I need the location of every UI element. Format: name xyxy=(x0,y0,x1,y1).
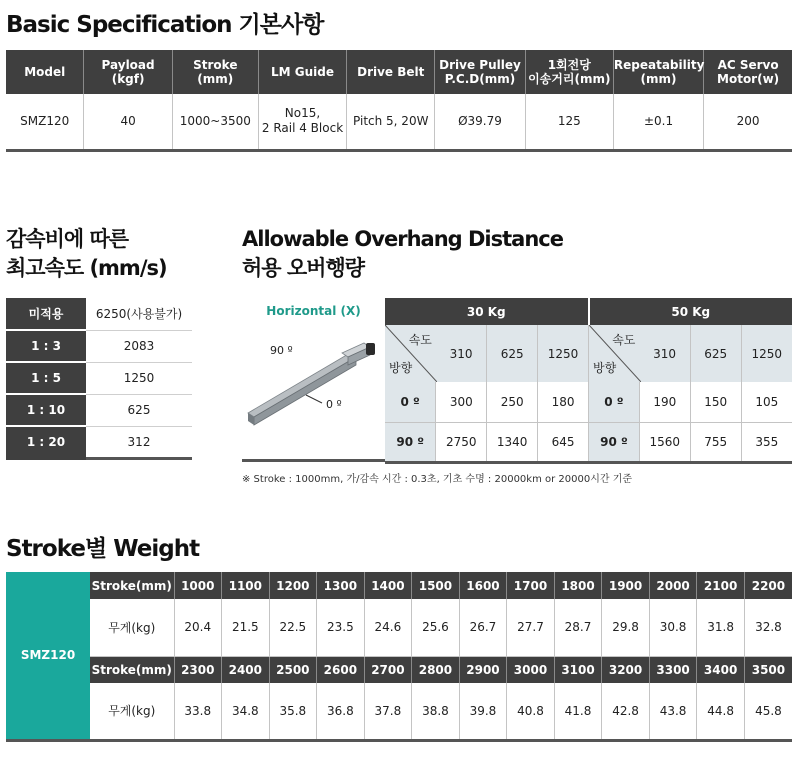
load-30kg-header: 30 Kg xyxy=(385,298,589,325)
overhang-value: 645 xyxy=(538,422,589,462)
speed-ratio: 1 : 3 xyxy=(6,330,86,362)
stroke-label: Stroke(mm) xyxy=(90,656,174,683)
speed-table xyxy=(6,298,192,460)
direction-label: 0 º xyxy=(589,382,640,422)
weight-value: 35.8 xyxy=(269,683,317,740)
cell-payload: 40 xyxy=(84,94,172,150)
weight-value: 38.8 xyxy=(412,683,460,740)
weight-value: 27.7 xyxy=(507,599,555,656)
stroke-value: 1300 xyxy=(317,572,365,599)
basic-spec-data-row xyxy=(6,94,792,150)
speed-value: 1250 xyxy=(86,362,192,394)
overhang-note: ※ Stroke : 1000mm, 가/감속 시간 : 0.3초, 기초 수명 : 20000km or 20000시간 기준 xyxy=(242,474,633,485)
stroke-value: 3200 xyxy=(602,656,650,683)
corner-direction-label: 방향 xyxy=(593,361,617,375)
weight-value: 40.8 xyxy=(507,683,555,740)
stroke-value: 1400 xyxy=(364,572,412,599)
header-repeatability xyxy=(613,50,703,94)
stroke-row-1 xyxy=(6,572,792,599)
stroke-value: 2700 xyxy=(364,656,412,683)
overhang-value: 1560 xyxy=(639,422,690,462)
header-drive-pulley-text: Drive Pulley P.C.D(mm) xyxy=(439,58,521,86)
overhang-title-line1: Allowable Overhang Distance xyxy=(242,227,563,251)
speed-ratio: 1 : 20 xyxy=(6,426,86,458)
speed-row xyxy=(6,330,192,362)
overhang-value: 2750 xyxy=(436,422,487,462)
overhang-load-row xyxy=(385,298,792,325)
stroke-value: 2600 xyxy=(317,656,365,683)
speed-ratio: 1 : 5 xyxy=(6,362,86,394)
weight-label: 무게(kg) xyxy=(90,599,174,656)
overhang-value: 105 xyxy=(741,382,792,422)
overhang-value: 250 xyxy=(487,382,538,422)
speed-row xyxy=(6,394,192,426)
speed-row xyxy=(6,362,192,394)
speed-value: 312 xyxy=(86,426,192,458)
direction-label: 90 º xyxy=(589,422,640,462)
header-payload xyxy=(84,50,172,94)
stroke-value: 3500 xyxy=(744,656,792,683)
speed-ratio: 미적용 xyxy=(6,298,86,330)
weight-value: 28.7 xyxy=(554,599,602,656)
weight-value: 42.8 xyxy=(602,683,650,740)
stroke-value: 3100 xyxy=(554,656,602,683)
overhang-value: 1340 xyxy=(487,422,538,462)
stroke-value: 3300 xyxy=(649,656,697,683)
header-model: Model xyxy=(6,50,84,94)
speed-title xyxy=(6,225,167,283)
cell-drive-belt: Pitch 5, 20W xyxy=(347,94,435,150)
overhang-table xyxy=(385,298,792,464)
header-payload-text: Payload (kgf) xyxy=(101,58,155,86)
weight-value: 21.5 xyxy=(222,599,270,656)
basic-spec-header-row xyxy=(6,50,792,94)
cell-drive-pulley: Ø39.79 xyxy=(435,94,525,150)
header-feed-per-rev-text: 1회전당 이송거리(mm) xyxy=(528,58,611,86)
stroke-value: 3400 xyxy=(697,656,745,683)
weight-value: 25.6 xyxy=(412,599,460,656)
cell-model: SMZ120 xyxy=(6,94,84,150)
overhang-title xyxy=(242,225,563,283)
header-repeatability-text: Repeatability (mm) xyxy=(613,58,705,86)
weight-value: 37.8 xyxy=(364,683,412,740)
corner-direction-label: 방향 xyxy=(389,361,413,375)
weight-value: 31.8 xyxy=(697,599,745,656)
weight-value: 23.5 xyxy=(317,599,365,656)
header-servo-motor xyxy=(704,50,792,94)
cell-feed-per-rev: 125 xyxy=(525,94,613,150)
header-stroke-text: Stroke (mm) xyxy=(193,58,238,86)
basic-spec-table xyxy=(6,50,792,152)
stroke-value: 1600 xyxy=(459,572,507,599)
overhang-value: 300 xyxy=(436,382,487,422)
stroke-row-2 xyxy=(6,656,792,683)
weight-table xyxy=(6,572,792,742)
weight-value: 29.8 xyxy=(602,599,650,656)
angle-0-label: 0 º xyxy=(326,398,342,411)
weight-value: 20.4 xyxy=(174,599,222,656)
weight-label: 무게(kg) xyxy=(90,683,174,740)
overhang-value: 190 xyxy=(639,382,690,422)
weight-value: 30.8 xyxy=(649,599,697,656)
weight-value: 33.8 xyxy=(174,683,222,740)
speed-1250: 1250 xyxy=(741,325,792,382)
corner-cell xyxy=(589,325,640,382)
overhang-value: 755 xyxy=(690,422,741,462)
cell-repeatability: ±0.1 xyxy=(613,94,703,150)
stroke-label: Stroke(mm) xyxy=(90,572,174,599)
weight-value: 36.8 xyxy=(317,683,365,740)
speed-row xyxy=(6,426,192,458)
weight-value: 45.8 xyxy=(744,683,792,740)
speed-title-line1: 감속비에 따른 xyxy=(6,227,129,251)
weight-value: 22.5 xyxy=(269,599,317,656)
speed-value: 2083 xyxy=(86,330,192,362)
cell-servo-motor: 200 xyxy=(704,94,792,150)
angle-90-label: 90 º xyxy=(270,344,293,357)
speed-row xyxy=(6,298,192,330)
overhang-diagram-panel xyxy=(242,298,385,462)
overhang-speed-row xyxy=(385,325,792,382)
overhang-value: 355 xyxy=(741,422,792,462)
speed-310: 310 xyxy=(639,325,690,382)
header-feed-per-rev xyxy=(525,50,613,94)
speed-1250: 1250 xyxy=(538,325,589,382)
corner-speed-label: 속도 xyxy=(408,333,432,347)
stroke-value: 2300 xyxy=(174,656,222,683)
direction-label: 0 º xyxy=(385,382,436,422)
weight-row-1 xyxy=(6,599,792,656)
speed-310: 310 xyxy=(436,325,487,382)
speed-ratio: 1 : 10 xyxy=(6,394,86,426)
header-drive-belt: Drive Belt xyxy=(347,50,435,94)
speed-value: 6250(사용불가) xyxy=(86,298,192,330)
weight-value: 39.8 xyxy=(459,683,507,740)
stroke-value: 1100 xyxy=(222,572,270,599)
overhang-row-0deg xyxy=(385,382,792,422)
stroke-value: 2800 xyxy=(412,656,460,683)
cell-stroke: 1000~3500 xyxy=(172,94,258,150)
weight-value: 24.6 xyxy=(364,599,412,656)
header-lm-guide: LM Guide xyxy=(258,50,346,94)
stroke-value: 2500 xyxy=(269,656,317,683)
overhang-title-line2: 허용 오버행량 xyxy=(242,256,365,280)
stroke-value: 1500 xyxy=(412,572,460,599)
header-stroke xyxy=(172,50,258,94)
stroke-value: 2100 xyxy=(697,572,745,599)
weight-value: 44.8 xyxy=(697,683,745,740)
basic-spec-title: Basic Specification 기본사항 xyxy=(6,12,324,38)
speed-625: 625 xyxy=(487,325,538,382)
stroke-value: 1800 xyxy=(554,572,602,599)
speed-title-line2: 최고속도 (mm/s) xyxy=(6,256,167,280)
stroke-value: 1900 xyxy=(602,572,650,599)
cell-lm-guide xyxy=(258,94,346,150)
weight-model: SMZ120 xyxy=(6,572,90,740)
weight-title: Stroke별 Weight xyxy=(6,536,200,562)
weight-value: 43.8 xyxy=(649,683,697,740)
stroke-value: 2000 xyxy=(649,572,697,599)
stroke-value: 1700 xyxy=(507,572,555,599)
overhang-value: 150 xyxy=(690,382,741,422)
weight-row-2 xyxy=(6,683,792,740)
corner-cell xyxy=(385,325,436,382)
corner-speed-label: 속도 xyxy=(612,333,636,347)
stroke-value: 3000 xyxy=(507,656,555,683)
cell-lm-guide-text: No15, 2 Rail 4 Block xyxy=(261,106,344,136)
stroke-value: 1200 xyxy=(269,572,317,599)
speed-625: 625 xyxy=(690,325,741,382)
header-servo-motor-text: AC Servo Motor(w) xyxy=(717,58,780,86)
weight-value: 32.8 xyxy=(744,599,792,656)
stroke-value: 2400 xyxy=(222,656,270,683)
horizontal-label: Horizontal (X) xyxy=(266,304,361,318)
stroke-value: 2900 xyxy=(459,656,507,683)
overhang-value: 180 xyxy=(538,382,589,422)
weight-value: 26.7 xyxy=(459,599,507,656)
weight-value: 34.8 xyxy=(222,683,270,740)
header-drive-pulley xyxy=(435,50,525,94)
speed-value: 625 xyxy=(86,394,192,426)
direction-label: 90 º xyxy=(385,422,436,462)
actuator-illustration xyxy=(242,325,385,459)
load-50kg-header: 50 Kg xyxy=(589,298,793,325)
stroke-value: 2200 xyxy=(744,572,792,599)
overhang-row-90deg xyxy=(385,422,792,462)
stroke-value: 1000 xyxy=(174,572,222,599)
weight-value: 41.8 xyxy=(554,683,602,740)
